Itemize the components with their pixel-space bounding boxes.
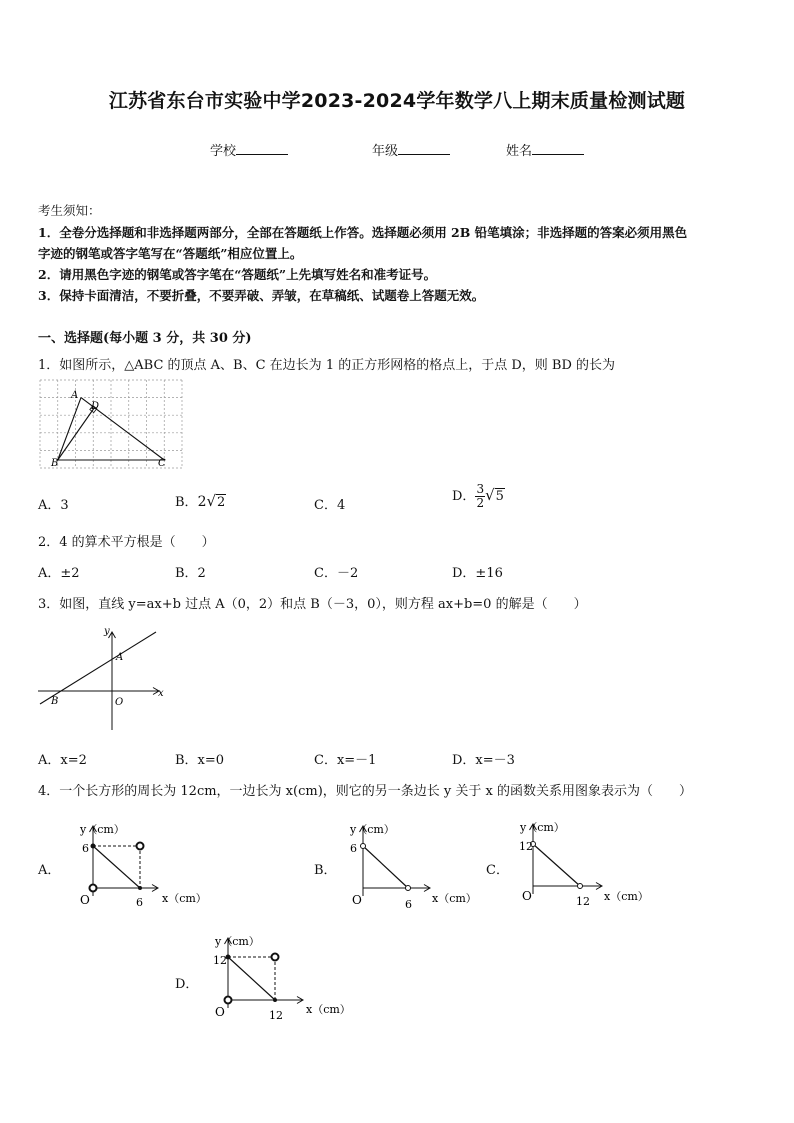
q4c-xlabel: x（cm）	[604, 890, 649, 903]
q4-graph-a[interactable]	[70, 818, 220, 910]
q1-option-b[interactable]	[175, 491, 226, 510]
q4d-point-filled	[273, 998, 277, 1002]
q1-label-d: D	[91, 401, 100, 412]
q4c-ylabel: y（cm）	[520, 821, 565, 834]
notice-heading: 考生须知：	[38, 203, 101, 218]
q3-line	[40, 632, 156, 704]
q2-option-b[interactable]: B．2	[175, 566, 206, 581]
q1-option-b-coef: 2	[197, 494, 207, 510]
q4b-point-open	[361, 844, 366, 849]
q1-option-c[interactable]: C．4	[314, 498, 346, 513]
q3-label-a: A	[116, 652, 124, 663]
q1-option-a[interactable]: A．3	[38, 498, 69, 513]
q4a-point-open	[137, 843, 144, 850]
q1-option-d-denominator: 2	[476, 496, 485, 510]
q2-option-d[interactable]: D．±16	[452, 566, 503, 581]
q4c-ytick: 12	[519, 840, 533, 853]
notice-item-3: 3．保持卡面清洁，不要折叠，不要弄破、弄皱，在草稿纸、试题卷上答题无效。	[38, 288, 485, 303]
q2-option-c[interactable]: C．－2	[314, 566, 359, 581]
name-label: 姓名	[506, 144, 533, 159]
q1-grid-figure	[38, 378, 184, 470]
q1-label-b: B	[51, 458, 59, 469]
q4d-point-open	[225, 997, 232, 1004]
q4-graph-b[interactable]	[340, 818, 480, 910]
q4-graph-d[interactable]	[205, 930, 355, 1025]
q4-stem: 4．一个长方形的周长为 12cm，一边长为 x(cm)，则它的另一条边长 y 关于 x 的函数关系用图象表示为（ ）	[38, 784, 692, 799]
q3-option-a[interactable]: A．x=2	[38, 753, 87, 768]
q1-label-a: A	[71, 390, 79, 401]
school-field[interactable]	[210, 140, 288, 159]
q4a-ytick: 6	[82, 842, 89, 855]
q3-line-figure	[36, 620, 168, 732]
school-label: 学校	[210, 144, 237, 159]
q4b-ytick: 6	[350, 842, 357, 855]
notice-item-2: 2．请用黑色字迹的钢笔或答字笔在“答题纸”上先填写姓名和准考证号。	[38, 267, 437, 282]
q4b-xlabel: x（cm）	[432, 892, 477, 905]
q4a-ylabel: y（cm）	[80, 823, 125, 836]
q1-option-d[interactable]	[452, 483, 505, 510]
q4d-xlabel: x（cm）	[306, 1003, 351, 1016]
q4-graph-c[interactable]	[510, 816, 660, 908]
q1-option-d-radicand: 5	[495, 489, 504, 504]
q4d-point-open	[272, 954, 279, 961]
school-blank[interactable]	[236, 142, 288, 155]
q4a-origin: O	[80, 893, 90, 907]
sqrt-icon: √	[485, 486, 495, 504]
q3-stem: 3．如图，直线 y=ax+b 过点 A（0，2）和点 B（－3，0），则方程 ax+b=0 的解是（ ）	[38, 597, 587, 612]
q4c-segment	[533, 844, 580, 886]
grade-field[interactable]	[372, 140, 450, 159]
q3-label-o: O	[115, 697, 124, 708]
q3-label-b: B	[51, 696, 59, 707]
q1-option-d-fraction	[475, 483, 485, 510]
q4a-xtick: 6	[136, 896, 143, 909]
q3-option-d[interactable]: D．x=－3	[452, 753, 515, 768]
q4d-xtick: 12	[269, 1009, 283, 1022]
notice-item-1-cont: 字迹的钢笔或答字笔写在“答题纸”相应位置上。	[38, 246, 303, 261]
q1-label-c: C	[158, 458, 166, 469]
q4c-xtick: 12	[576, 895, 590, 908]
q3-option-b[interactable]: B．x=0	[175, 753, 225, 768]
page-title: 江苏省东台市实验中学2023-2024学年数学八上期末质量检测试题	[108, 90, 686, 112]
q2-option-a[interactable]: A．±2	[38, 566, 80, 581]
q4b-origin: O	[352, 893, 362, 907]
q4-option-c[interactable]: C．	[486, 863, 509, 878]
q3-label-x: x	[158, 688, 164, 699]
section-heading: 一、选择题(每小题 3 分，共 30 分)	[38, 331, 252, 346]
q4-option-d[interactable]: D．	[175, 977, 199, 992]
q4d-segment	[228, 957, 275, 1000]
q4b-xtick: 6	[405, 898, 412, 910]
q1-option-b-letter: B．	[175, 495, 198, 510]
q4b-point-open	[406, 886, 411, 891]
grade-blank[interactable]	[398, 142, 450, 155]
name-field[interactable]	[506, 140, 584, 159]
q4a-point-open	[90, 885, 97, 892]
q4d-origin: O	[215, 1005, 225, 1019]
q3-label-y: y	[104, 626, 110, 637]
q4d-ytick: 12	[213, 954, 227, 967]
q4a-point-filled	[138, 886, 142, 890]
q3-option-c[interactable]: C．x=－1	[314, 753, 377, 768]
q4d-ylabel: y（cm）	[215, 935, 260, 948]
q4-option-a[interactable]: A．	[38, 863, 61, 878]
q1-option-b-radicand: 2	[217, 495, 226, 510]
q4a-segment	[93, 846, 140, 888]
q4a-point-filled	[91, 844, 96, 849]
grade-label: 年级	[372, 144, 399, 159]
q4b-segment	[363, 846, 408, 888]
q2-stem: 2．4 的算术平方根是（ ）	[38, 535, 215, 550]
name-blank[interactable]	[532, 142, 584, 155]
q4a-xlabel: x（cm）	[162, 892, 207, 905]
sqrt-icon: √	[206, 492, 217, 510]
q1-stem: 1．如图所示，△ABC 的顶点 A、B、C 在边长为 1 的正方形网格的格点上，于点 D，则 BD 的长为	[38, 358, 616, 373]
q4-option-b[interactable]: B．	[314, 863, 337, 878]
q1-option-d-letter: D．	[452, 489, 476, 504]
q4b-ylabel: y（cm）	[350, 823, 395, 836]
q4c-origin: O	[522, 889, 532, 903]
q1-option-d-numerator: 3	[476, 482, 485, 496]
q4c-point-open	[578, 884, 583, 889]
notice-item-1: 1．全卷分选择题和非选择题两部分，全部在答题纸上作答。选择题必须用 2B 铅笔填涂；非选择题的答案必须用黑色	[38, 225, 688, 240]
